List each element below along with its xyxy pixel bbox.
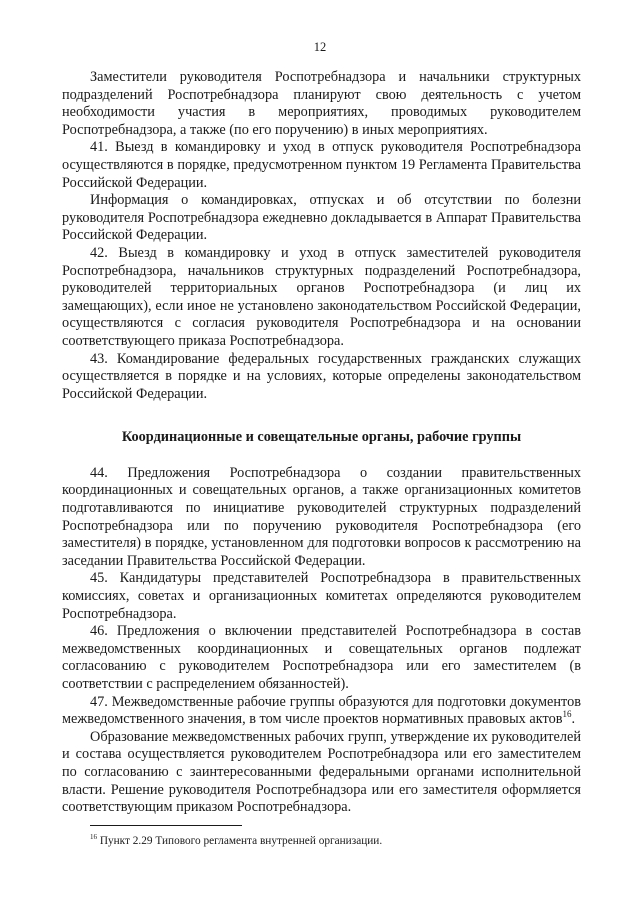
footnote-reference[interactable]: 16 (562, 709, 572, 720)
paragraph-47-continued: Образование межведомственных рабочих групп, утверждение их руководителей и состава осуществляется руководителем Роспотребнадзора или его заместителем по согласованию с заинтересованными федеральными органами исполнительной власти. Решение руководителя Роспотребнадзора или его заместителя оформляется соответствующим приказом Роспотребнадзора. (62, 728, 581, 816)
document-body (62, 69, 581, 817)
paragraph-47 (62, 694, 581, 729)
paragraph-45: 45. Кандидатуры представителей Роспотребнадзора в правительственных комиссиях, советах и организационных комитетах определяются руководителем Роспотребнадзора. (62, 570, 581, 622)
page-number: 12 (313, 40, 327, 54)
paragraph-46: 46. Предложения о включении представителей Роспотребнадзора в состав межведомственных координационных и совещательных органов подлежат согласованию с руководителем Роспотребнадзора или его заместителем (в соответствии с распределением обязанностей). (62, 623, 581, 692)
footnote (90, 834, 570, 848)
paragraph-44: 44. Предложения Роспотребнадзора о создании правительственных координационных и совещательных органов, а также организационных комитетов подготавливаются по инициативе руководителей структурных подразделений Роспотребнадзора или по поручению руководителя Роспотребнадзора (его заместителя) в порядке, установленном для подготовки вопросов к рассмотрению на заседании Правительства Российской Федерации. (62, 464, 581, 569)
paragraph-41: 41. Выезд в командировку и уход в отпуск руководителя Роспотребнадзора осуществляются в порядке, предусмотренном пунктом 19 Регламента Правительства Российской Федерации. (62, 139, 581, 191)
paragraph-47-text: 47. Межведомственные рабочие группы образуются для подготовки документов межведомственного значения, в том числе проектов нормативных правовых актов (62, 693, 581, 728)
footnote-separator (90, 825, 242, 826)
section-heading: Координационные и совещательные органы, рабочие группы (121, 429, 522, 446)
paragraph-42: 42. Выезд в командировку и уход в отпуск заместителей руководителя Роспотребнадзора, начальников структурных подразделений Роспотребнадзора, руководителей территориальных органов Роспотребнадзора (и лиц их замещающих), если иное не установлено законодательством Российской Федерации, осуществляются с согласия руководителя Роспотребнадзора и на основании соответствующего приказа Роспотребнадзора. (62, 244, 581, 349)
footnote-text: Пункт 2.29 Типового регламента внутренней организации. (97, 835, 383, 847)
paragraph-deputies-planning: Заместители руководителя Роспотребнадзора и начальники структурных подразделений Роспотребнадзора планируют свою деятельность с учетом необходимости участия в мероприятиях, проводимых руководителем Роспотребнадзора, а также (по его поручению) в иных мероприятиях. (62, 69, 581, 138)
paragraph-47-end: . (571, 711, 576, 728)
paragraph-41-info: Информация о командировках, отпусках и об отсутствии по болезни руководителя Роспотребнадзора ежедневно докладывается в Аппарат Правительства Российской Федерации. (62, 192, 581, 244)
paragraph-43: 43. Командирование федеральных государственных гражданских служащих осуществляется в порядке и на условиях, которые определены законодательством Российской Федерации. (62, 350, 581, 402)
footnote-marker: 16 (90, 833, 97, 842)
